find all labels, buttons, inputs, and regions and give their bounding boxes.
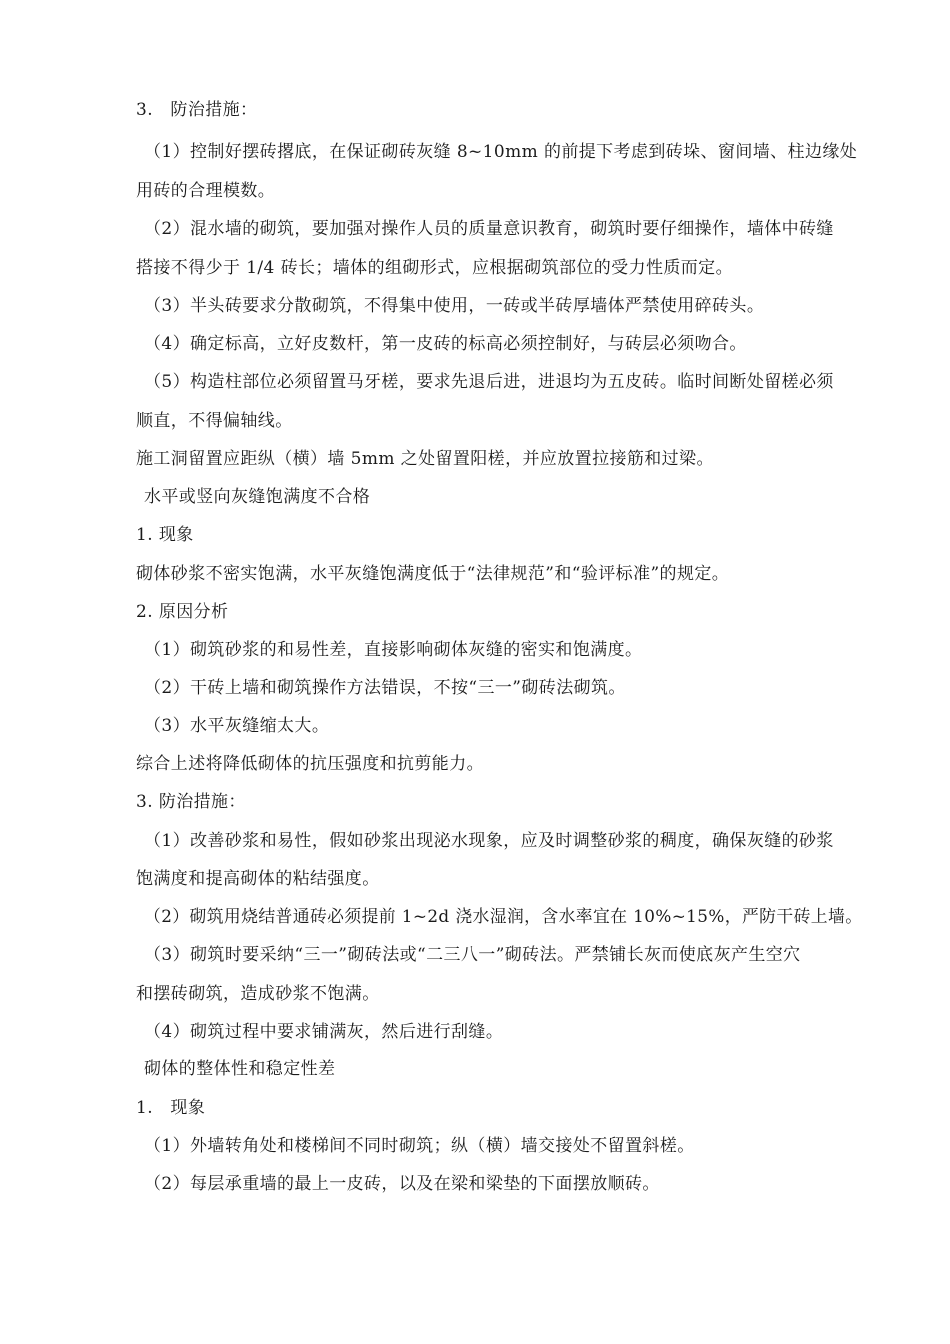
subheading-prevention: 3. 防治措施： — [136, 792, 246, 812]
paragraph-line: 砌体砂浆不密实饱满，水平灰缝饱满度低于“法律规范”和“验评标准”的规定。 — [136, 564, 730, 584]
section-title-integrity-stability: 砌体的整体性和稳定性差 — [144, 1059, 336, 1079]
paragraph-line: 饱满度和提高砌体的粘结强度。 — [136, 869, 380, 889]
paragraph-line: （4）确定标高，立好皮数杆，第一皮砖的标高必须控制好，与砖层必须吻合。 — [144, 334, 747, 354]
paragraph-line: （3）半头砖要求分散砌筑，不得集中使用，一砖或半砖厚墙体严禁使用碎砖头。 — [144, 296, 765, 316]
paragraph-line: 顺直，不得偏轴线。 — [136, 411, 293, 431]
paragraph-line: 搭接不得少于 1/4 砖长；墙体的组砌形式，应根据砌筑部位的受力性质而定。 — [136, 258, 733, 278]
paragraph-line: 和摆砖砌筑，造成砂浆不饱满。 — [136, 984, 380, 1004]
paragraph-line: （4）砌筑过程中要求铺满灰，然后进行刮缝。 — [144, 1022, 504, 1042]
paragraph-line: （5）构造柱部位必须留置马牙槎，要求先退后进，进退均为五皮砖。临时间断处留槎必须 — [144, 372, 834, 392]
section-title-mortar-fullness: 水平或竖向灰缝饱满度不合格 — [144, 487, 371, 507]
paragraph-line: （3）水平灰缝缩太大。 — [144, 716, 330, 736]
paragraph-line: 施工洞留置应距纵（横）墙 5mm 之处留置阳槎，并应放置拉接筋和过梁。 — [136, 449, 714, 469]
paragraph-line: （1）改善砂浆和易性，假如砂浆出现泌水现象，应及时调整砂浆的稠度，确保灰缝的砂浆 — [144, 831, 834, 851]
paragraph-line: （2）砌筑用烧结普通砖必须提前 1~2d 浇水湿润，含水率宜在 10%~15%，严防干砖上墙。 — [144, 907, 863, 927]
paragraph-line: （1）控制好摆砖撂底，在保证砌砖灰缝 8~10mm 的前提下考虑到砖垛、窗间墙、柱边缘处 — [144, 142, 858, 162]
subheading-phenomenon: 1. 现象 — [136, 1098, 206, 1118]
paragraph-line: （1）砌筑砂浆的和易性差，直接影响砌体灰缝的密实和饱满度。 — [144, 640, 643, 660]
subheading-phenomenon: 1. 现象 — [136, 525, 194, 545]
paragraph-line: 用砖的合理模数。 — [136, 181, 276, 201]
paragraph-line: 综合上述将降低砌体的抗压强度和抗剪能力。 — [136, 754, 484, 774]
paragraph-line: （3）砌筑时要采纳“三一”砌砖法或“二三八一”砌砖法。严禁铺长灰而使底灰产生空穴 — [144, 945, 801, 965]
section-heading-prevention: 3. 防治措施： — [136, 100, 258, 120]
subheading-cause-analysis: 2. 原因分析 — [136, 602, 229, 622]
paragraph-line: （2）干砖上墙和砌筑操作方法错误，不按“三一”砌砖法砌筑。 — [144, 678, 626, 698]
paragraph-line: （1）外墙转角处和楼梯间不同时砌筑；纵（横）墙交接处不留置斜槎。 — [144, 1136, 695, 1156]
paragraph-line: （2）混水墙的砌筑，要加强对操作人员的质量意识教育，砌筑时要仔细操作，墙体中砖缝 — [144, 219, 834, 239]
paragraph-line: （2）每层承重墙的最上一皮砖，以及在梁和梁垫的下面摆放顺砖。 — [144, 1174, 660, 1194]
